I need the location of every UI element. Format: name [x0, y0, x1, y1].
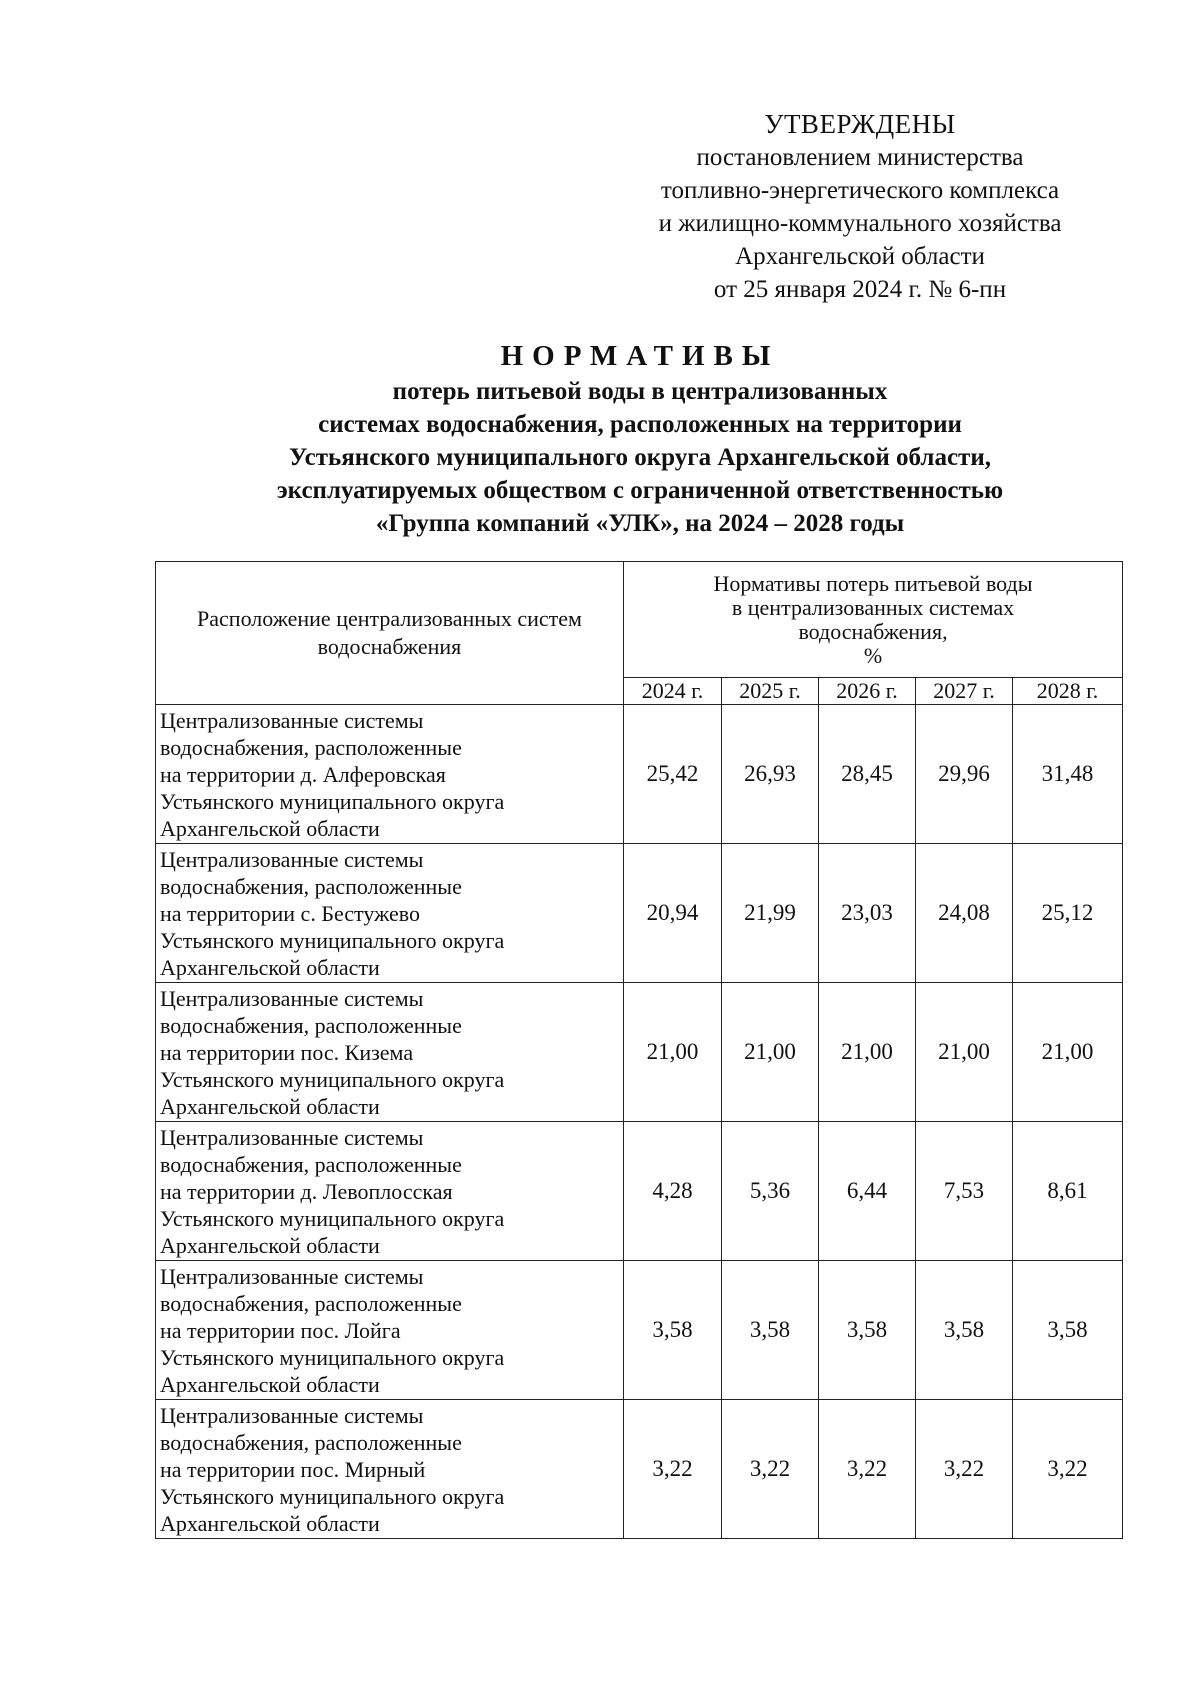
norm-value-cell: 8,61 [1013, 1122, 1123, 1261]
norm-value-cell: 3,58 [624, 1261, 722, 1400]
approval-line: постановлением министерства [696, 144, 1024, 171]
norm-value-cell: 24,08 [916, 844, 1013, 983]
location-line: Устьянского муниципального округа [160, 1345, 505, 1370]
table-row [156, 983, 1123, 1122]
norms-header-line: в централизованных системах [731, 594, 1015, 620]
title-line: Устьянского муниципального округа Архангельской области, [289, 444, 991, 471]
location-line: Архангельской области [160, 1094, 380, 1119]
location-line: Централизованные системы [160, 1125, 424, 1150]
table-row [156, 1261, 1123, 1400]
norm-value-cell: 3,58 [819, 1261, 916, 1400]
location-cell [156, 983, 624, 1122]
location-cell [156, 705, 624, 844]
norms-header-line: водоснабжения, [798, 618, 948, 644]
location-line: Централизованные системы [160, 1264, 424, 1289]
norm-value-cell: 3,22 [624, 1400, 722, 1539]
norm-value-cell: 29,96 [916, 705, 1013, 844]
norm-value-cell: 21,00 [624, 983, 722, 1122]
norms-table-body [156, 705, 1123, 1539]
document-title [130, 337, 1150, 540]
location-line: водоснабжения, расположенные [160, 874, 462, 899]
year-header: 2026 г. [819, 678, 916, 705]
location-line: на территории д. Левоплосская [160, 1179, 453, 1204]
approval-line: топливно-энергетического комплекса [660, 177, 1060, 204]
location-line: Централизованные системы [160, 847, 424, 872]
location-line: Устьянского муниципального округа [160, 928, 505, 953]
norms-header-line: Нормативы потерь питьевой воды [713, 570, 1033, 596]
approval-block [600, 108, 1120, 306]
norm-value-cell: 3,58 [722, 1261, 819, 1400]
norm-value-cell: 3,22 [722, 1400, 819, 1539]
norm-value-cell: 3,22 [1013, 1400, 1123, 1539]
norm-value-cell: 21,99 [722, 844, 819, 983]
location-line: Централизованные системы [160, 986, 424, 1011]
location-line: Устьянского муниципального округа [160, 1484, 505, 1509]
norm-value-cell: 31,48 [1013, 705, 1123, 844]
norm-value-cell: 25,42 [624, 705, 722, 844]
location-line: водоснабжения, расположенные [160, 1291, 462, 1316]
location-line: Архангельской области [160, 1372, 380, 1397]
norm-value-cell: 5,36 [722, 1122, 819, 1261]
norm-value-cell: 21,00 [819, 983, 916, 1122]
approval-line: Архангельской области [735, 243, 985, 270]
norm-value-cell: 20,94 [624, 844, 722, 983]
location-cell [156, 844, 624, 983]
location-line: водоснабжения, расположенные [160, 1430, 462, 1455]
year-header: 2024 г. [624, 678, 722, 705]
norm-value-cell: 21,00 [722, 983, 819, 1122]
location-line: Централизованные системы [160, 1403, 424, 1428]
location-line: Архангельской области [160, 1233, 380, 1258]
table-row [156, 1400, 1123, 1539]
norm-value-cell: 23,03 [819, 844, 916, 983]
title-line: системах водоснабжения, расположенных на территории [318, 411, 962, 438]
year-header: 2027 г. [916, 678, 1013, 705]
approval-line: от 25 января 2024 г. № 6-пн [713, 276, 1007, 303]
norm-value-cell: 3,22 [916, 1400, 1013, 1539]
norm-value-cell: 21,00 [916, 983, 1013, 1122]
location-line: Архангельской области [160, 1511, 380, 1536]
location-cell [156, 1400, 624, 1539]
location-line: Устьянского муниципального округа [160, 1206, 505, 1231]
title-line: «Группа компаний «УЛК», на 2024 – 2028 годы [375, 510, 905, 537]
location-line: на территории пос. Лойга [160, 1318, 401, 1343]
norm-value-cell: 7,53 [916, 1122, 1013, 1261]
location-header: Расположение централизованных систем водоснабжения [156, 562, 624, 705]
norm-value-cell: 3,58 [916, 1261, 1013, 1400]
location-line: на территории пос. Кизема [160, 1040, 414, 1065]
year-header: 2025 г. [722, 678, 819, 705]
approval-heading: УТВЕРЖДЕНЫ [764, 109, 956, 139]
location-line: водоснабжения, расположенные [160, 1013, 462, 1038]
location-line: на территории пос. Мирный [160, 1457, 426, 1482]
norms-header [624, 562, 1123, 678]
location-line: Централизованные системы [160, 708, 424, 733]
location-line: Устьянского муниципального округа [160, 789, 505, 814]
location-cell [156, 1261, 624, 1400]
norm-value-cell: 4,28 [624, 1122, 722, 1261]
norm-value-cell: 3,58 [1013, 1261, 1123, 1400]
location-line: водоснабжения, расположенные [160, 1152, 462, 1177]
location-line: водоснабжения, расположенные [160, 735, 462, 760]
year-header: 2028 г. [1013, 678, 1123, 705]
title-line: эксплуатируемых обществом с ограниченной ответственностью [276, 477, 1004, 504]
norm-value-cell: 21,00 [1013, 983, 1123, 1122]
norm-value-cell: 26,93 [722, 705, 819, 844]
title-main: НОРМАТИВЫ [500, 340, 780, 372]
norms-table [155, 561, 1123, 1539]
norm-value-cell: 28,45 [819, 705, 916, 844]
norm-value-cell: 6,44 [819, 1122, 916, 1261]
title-line: потерь питьевой воды в централизованных [392, 378, 888, 405]
location-line: Устьянского муниципального округа [160, 1067, 505, 1092]
location-line: на территории с. Бестужево [160, 901, 420, 926]
approval-line: и жилищно-коммунального хозяйства [658, 210, 1062, 237]
location-line: Архангельской области [160, 816, 380, 841]
table-row [156, 844, 1123, 983]
norm-value-cell: 25,12 [1013, 844, 1123, 983]
location-cell [156, 1122, 624, 1261]
norm-value-cell: 3,22 [819, 1400, 916, 1539]
location-line: на территории д. Алферовская [160, 762, 446, 787]
norms-header-line: % [863, 642, 883, 668]
table-row [156, 705, 1123, 844]
table-row [156, 1122, 1123, 1261]
location-line: Архангельской области [160, 955, 380, 980]
